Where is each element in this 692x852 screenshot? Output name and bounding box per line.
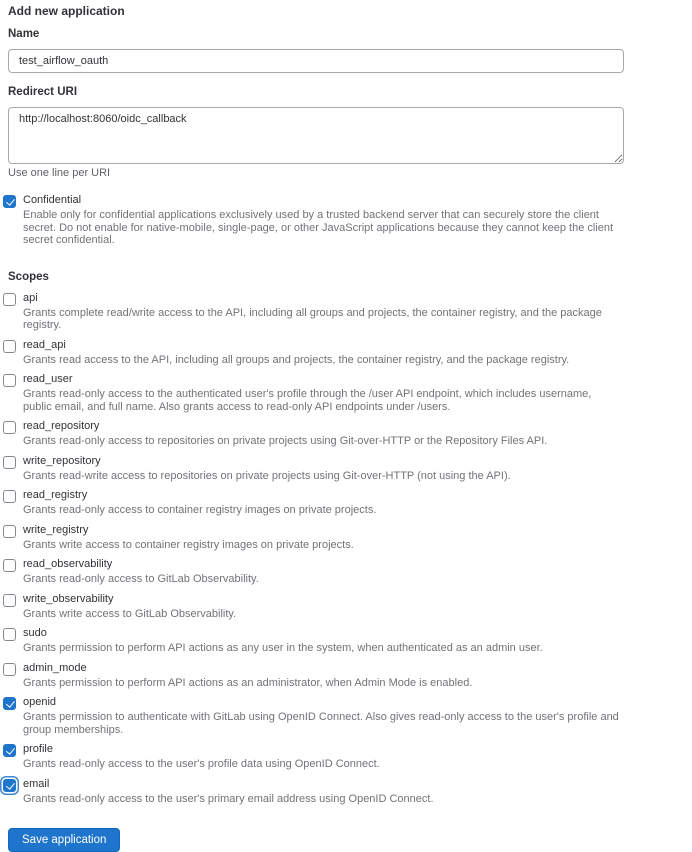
confidential-body — [23, 194, 623, 247]
scope-row — [3, 627, 684, 655]
save-application-button[interactable]: Save application — [8, 828, 120, 852]
scope-description: Grants write access to GitLab Observability. — [23, 607, 237, 620]
scope-body — [23, 455, 511, 483]
scopes-list — [8, 292, 684, 806]
scope-row — [3, 743, 684, 771]
scope-checkbox[interactable] — [3, 663, 16, 676]
scope-body — [23, 696, 623, 736]
scope-checkbox[interactable] — [3, 594, 16, 607]
scope-label[interactable]: read_repository — [23, 420, 100, 432]
scope-checkbox[interactable] — [3, 490, 16, 503]
scope-description: Grants read-only access to repositories on private projects using Git-over-HTTP or the Repository Files API. — [23, 435, 548, 447]
scope-description: Grants permission to perform API actions as any user in the system, when authenticated as an admin user. — [23, 642, 543, 654]
confidential-label[interactable]: Confidential — [23, 194, 82, 206]
scope-body — [23, 524, 354, 552]
scope-label[interactable]: openid — [23, 696, 57, 708]
scope-row — [3, 593, 684, 621]
scope-description: Grants read-only access to the user's primary email address using OpenID Connect. — [23, 792, 434, 805]
scope-body — [23, 489, 376, 517]
scope-checkbox[interactable] — [3, 628, 16, 641]
name-label: Name — [8, 28, 40, 40]
scope-description: Grants read-write access to repositories on private projects using Git-over-HTTP (not using the API). — [23, 469, 511, 482]
scope-row — [3, 455, 684, 483]
scope-description: Grants permission to perform API actions as an administrator, when Admin Mode is enabled. — [23, 676, 473, 689]
scope-checkbox[interactable] — [3, 559, 16, 572]
redirect-uri-help: Use one line per URI — [8, 167, 111, 179]
scope-checkbox[interactable] — [3, 779, 16, 792]
scope-checkbox[interactable] — [3, 525, 16, 538]
scope-body — [23, 373, 623, 413]
scope-body — [23, 662, 472, 690]
scope-label[interactable]: write_registry — [23, 523, 89, 536]
scope-label[interactable]: read_user — [23, 373, 73, 385]
redirect-uri-textarea[interactable] — [8, 107, 624, 164]
scopes-heading: Scopes — [8, 270, 49, 283]
scope-checkbox[interactable] — [3, 374, 16, 387]
scope-checkbox[interactable] — [3, 456, 16, 469]
scope-row — [3, 489, 684, 517]
name-input[interactable] — [8, 49, 624, 73]
scope-description: Grants write access to container registry images on private projects. — [23, 538, 354, 551]
scope-row — [3, 339, 684, 367]
scope-row — [3, 778, 684, 806]
scope-description: Grants complete read/write access to the API, including all groups and projects, the container registry, and the package registry. — [23, 306, 602, 331]
add-application-form — [8, 4, 684, 852]
scope-description: Grants permission to authenticate with GitLab using OpenID Connect. Also gives read-only access to the user's profile and group memberships. — [23, 711, 619, 736]
scope-label[interactable]: read_observability — [23, 558, 113, 570]
confidential-checkbox[interactable] — [3, 195, 16, 208]
scope-row — [3, 662, 684, 690]
scope-description: Grants read-only access to the user's profile data using OpenID Connect. — [23, 758, 380, 770]
scope-label[interactable]: read_registry — [23, 489, 88, 501]
page-title: Add new application — [8, 4, 125, 18]
scope-body — [23, 593, 236, 621]
scope-label[interactable]: admin_mode — [23, 661, 87, 674]
scope-checkbox[interactable] — [3, 697, 16, 710]
scope-label[interactable]: profile — [23, 743, 53, 755]
scope-body — [23, 420, 547, 448]
scope-body — [23, 743, 380, 771]
scope-row — [3, 558, 684, 586]
scope-label[interactable]: email — [23, 777, 50, 790]
scope-label[interactable]: write_observability — [23, 592, 114, 605]
scope-description: Grants read-only access to the authenticated user's profile through the /user API endpoint, which includes username, public email, and full name. Also grants access to read-only API endpoints under /users. — [23, 388, 592, 413]
scope-row — [3, 420, 684, 448]
scope-row — [3, 524, 684, 552]
scope-checkbox[interactable] — [3, 340, 16, 353]
redirect-uri-label: Redirect URI — [8, 86, 78, 98]
scope-checkbox[interactable] — [3, 744, 16, 757]
scope-label[interactable]: write_repository — [23, 454, 101, 467]
confidential-row — [3, 194, 684, 247]
scope-body — [23, 778, 434, 806]
scope-row — [3, 292, 684, 332]
scope-body — [23, 558, 259, 586]
scope-description: Grants read access to the API, including all groups and projects, the container registry, and the package registry. — [23, 353, 570, 366]
scope-label[interactable]: sudo — [23, 627, 47, 639]
scope-checkbox[interactable] — [3, 421, 16, 434]
scope-body — [23, 627, 543, 655]
scope-checkbox[interactable] — [3, 293, 16, 306]
scope-label[interactable]: api — [23, 291, 38, 304]
scope-row — [3, 696, 684, 736]
scope-row — [3, 373, 684, 413]
scope-description: Grants read-only access to container registry images on private projects. — [23, 504, 377, 516]
confidential-description: Enable only for confidential applications exclusively used by a trusted backend server that can securely store the client secret. Do not enable for native-mobile, single-page, or other JavaScript applications because they cannot keep the client secret confidential. — [23, 209, 614, 246]
scope-description: Grants read-only access to GitLab Observability. — [23, 573, 259, 585]
scope-label[interactable]: read_api — [23, 338, 66, 351]
scope-body — [23, 339, 569, 367]
scope-body — [23, 292, 623, 332]
